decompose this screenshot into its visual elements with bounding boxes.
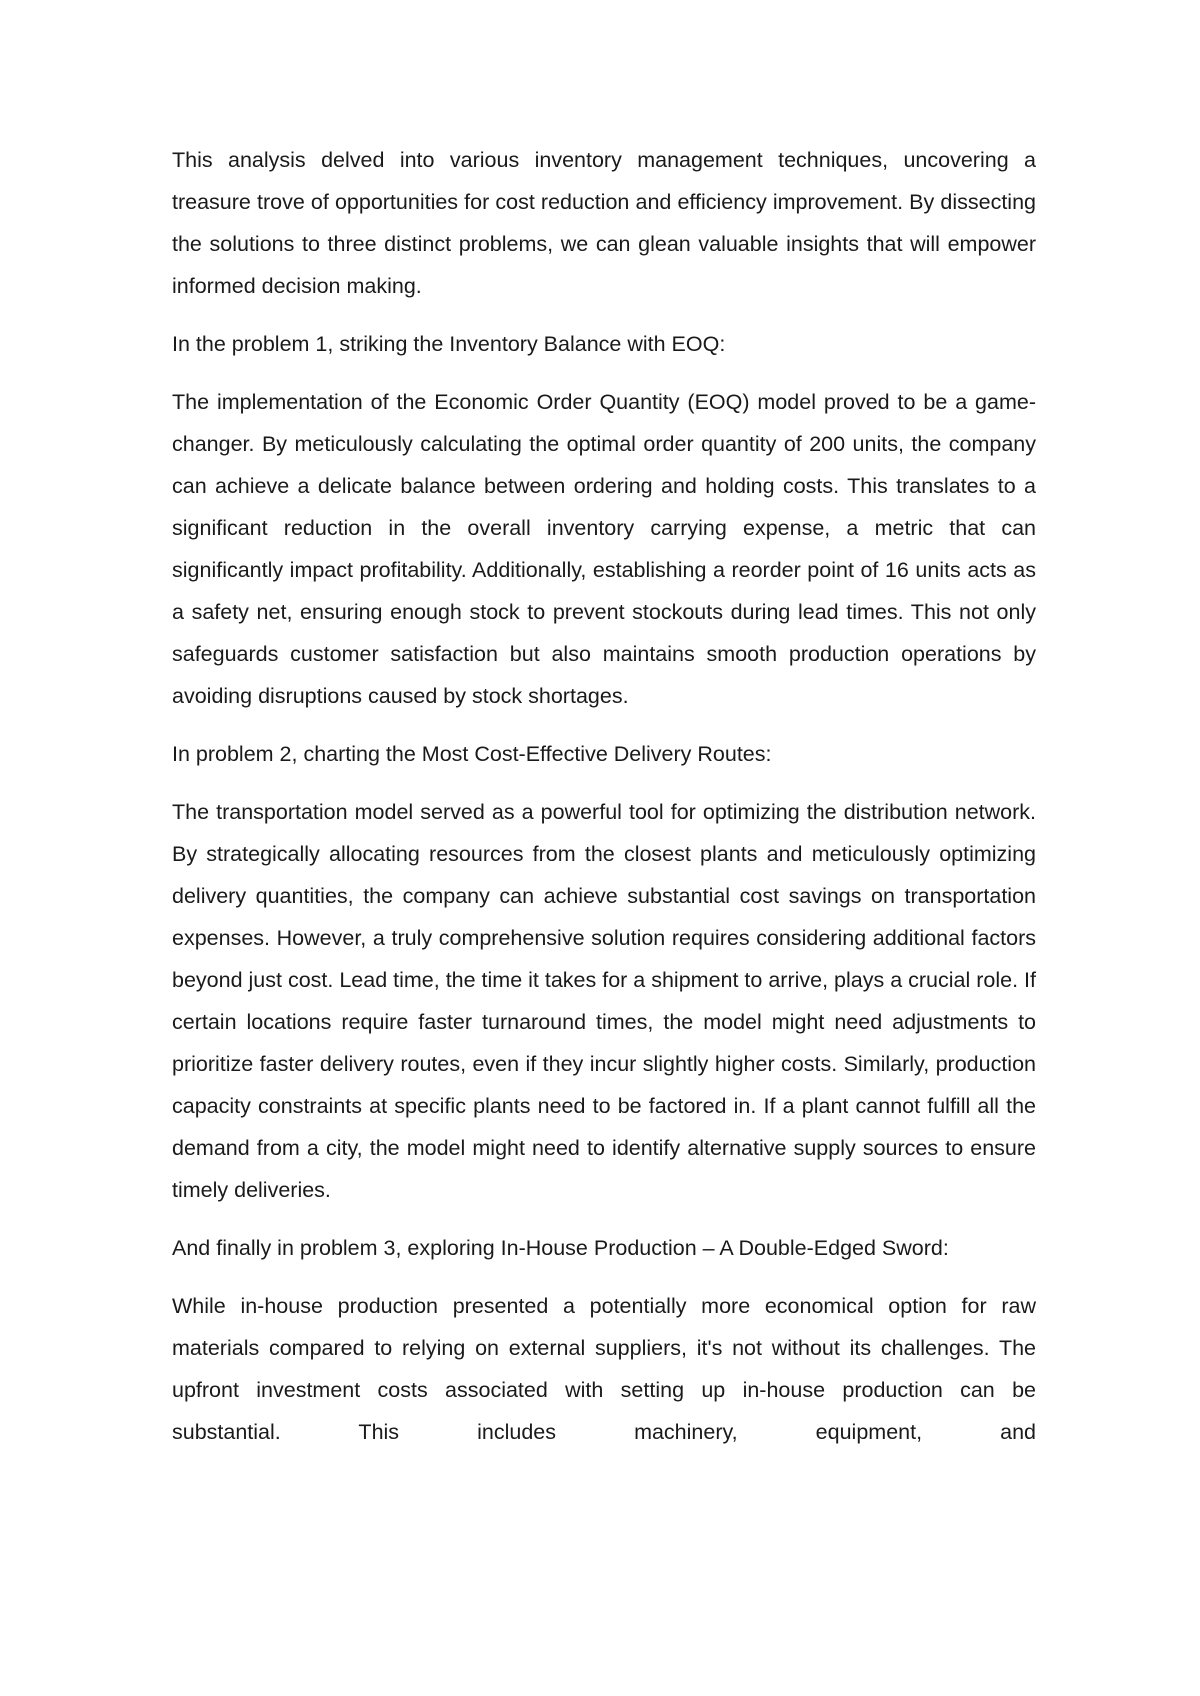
problem-3-paragraph: While in-house production presented a potentially more economical option for raw materials compared to relying on external suppliers, it's not without its challenges. The upfront investment costs associated with setting up in-house production can be substantial. This includes machinery, equipment, and bbox=[172, 1294, 1036, 1444]
document-page bbox=[172, 139, 1036, 1469]
problem-2-heading: In problem 2, charting the Most Cost-Effective Delivery Routes: bbox=[172, 742, 772, 766]
problem-1-heading: In the problem 1, striking the Inventory Balance with EOQ: bbox=[172, 332, 726, 356]
intro-paragraph: This analysis delved into various inventory management techniques, uncovering a treasure trove of opportunities for cost reduction and efficiency improvement. By dissecting the solutions to three distinct problems, we can glean valuable insights that will empower informed decision making. bbox=[172, 148, 1036, 298]
problem-1-paragraph: The implementation of the Economic Order Quantity (EOQ) model proved to be a game-changer. By meticulously calculating the optimal order quantity of 200 units, the company can achieve a delicate balance between ordering and holding costs. This translates to a significant reduction in the overall inventory carrying expense, a metric that can significantly impact profitability. Additionally, establishing a reorder point of 16 units acts as a safety net, ensuring enough stock to prevent stockouts during lead times. This not only safeguards customer satisfaction but also maintains smooth production operations by avoiding disruptions caused by stock shortages. bbox=[172, 390, 1036, 708]
problem-3-heading: And finally in problem 3, exploring In-House Production – A Double-Edged Sword: bbox=[172, 1236, 949, 1260]
problem-2-paragraph: The transportation model served as a powerful tool for optimizing the distribution network. By strategically allocating resources from the closest plants and meticulously optimizing delivery quantities, the company can achieve substantial cost savings on transportation expenses. However, a truly comprehensive solution requires considering additional factors beyond just cost. Lead time, the time it takes for a shipment to arrive, plays a crucial role. If certain locations require faster turnaround times, the model might need adjustments to prioritize faster delivery routes, even if they incur slightly higher costs. Similarly, production capacity constraints at specific plants need to be factored in. If a plant cannot fulfill all the demand from a city, the model might need to identify alternative supply sources to ensure timely deliveries. bbox=[172, 800, 1036, 1202]
